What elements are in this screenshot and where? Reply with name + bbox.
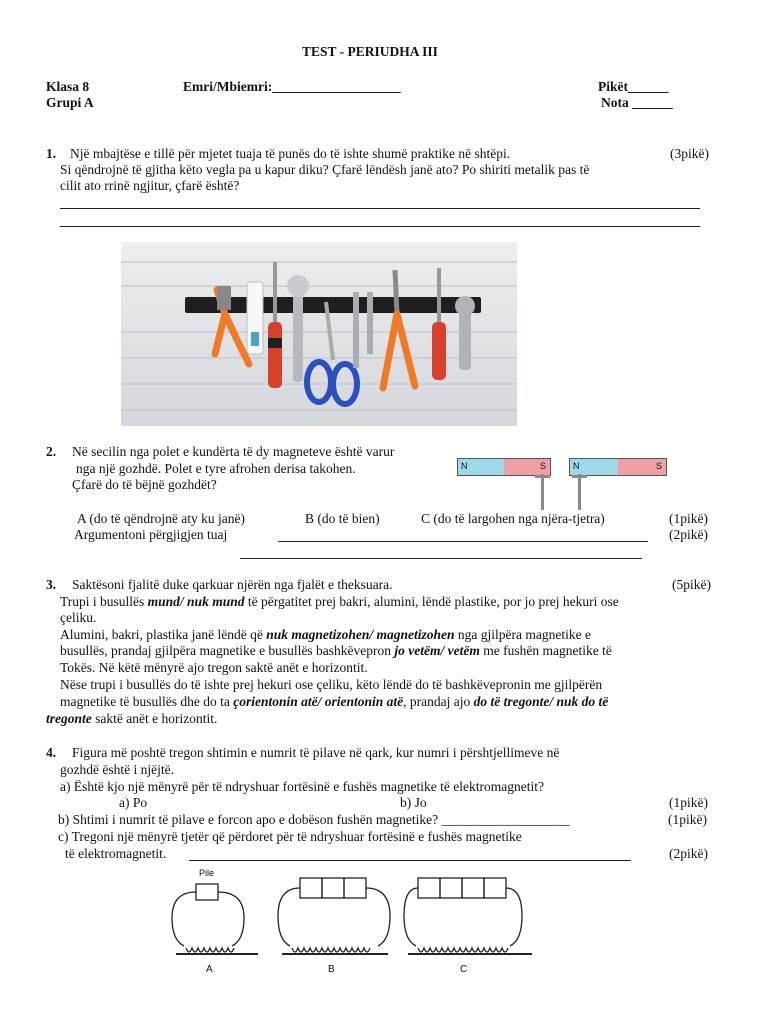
q3-points: (5pikë) — [672, 577, 711, 592]
q4-a-option-po[interactable]: a) Po — [119, 795, 148, 810]
q2-number: 2. — [46, 444, 57, 459]
q4-b-points: (1pikë) — [668, 812, 707, 827]
q4-a: a) Është kjo një mënyrë për të ndryshuar fortësinë e fushës magnetike të elektromagnetit? — [60, 779, 544, 794]
grupi-label: Grupi A — [46, 95, 94, 110]
q3-number: 3. — [46, 577, 57, 592]
q3-text: , prandaj ajo — [403, 694, 474, 709]
q4-line2: gozhdë është i njëjtë. — [60, 762, 174, 777]
magnet-right-s-label: S — [656, 461, 663, 471]
q3-line-8 — [46, 711, 217, 727]
nail-left — [541, 474, 544, 510]
q4-c1: c) Tregoni një mënyrë tjetër që përdoret për të ndryshuar fortësinë e fushës magnetike — [58, 829, 522, 844]
q1-answer-line-1[interactable] — [60, 208, 700, 209]
figure-c-label: C — [460, 964, 468, 975]
q4-c-points: (2pikë) — [669, 846, 708, 861]
q1-line1: Një mbajtëse e tillë për mjetet tuaja të punës do të ishte shumë praktike në shtëpi. — [70, 146, 511, 161]
q3-choice-3[interactable]: jo vetëm/ vetëm — [394, 643, 480, 658]
q2-argument-label: Argumentoni përgjigjen tuaj — [74, 527, 228, 542]
name-field[interactable]: Emri/Mbiemri:___________________ — [183, 79, 401, 94]
q2-option-b[interactable]: B (do të bien) — [305, 511, 380, 526]
q1-number: 1. — [46, 146, 57, 161]
q3-text: Alumini, bakri, plastika janë lëndë që — [60, 627, 267, 642]
page-title: TEST - PERIUDHA III — [302, 44, 438, 59]
magnet-left-n-label: N — [461, 461, 468, 471]
points-field[interactable]: Pikët______ — [598, 79, 669, 94]
q3-text: të përgatitet prej bakri, alumini, lëndë plastike, por jo prej hekuri ose — [244, 594, 619, 609]
q3-text: magnetike të busullës dhe do ta — [60, 694, 234, 709]
q2-points-2: (2pikë) — [669, 527, 708, 542]
q3-intro: Saktësoni fjalitë duke qarkuar njërën nga fjalët e theksuara. — [72, 577, 393, 592]
q2-option-a[interactable]: A (do të qëndrojnë aty ku janë) — [77, 511, 245, 526]
q4-number: 4. — [46, 745, 57, 760]
q4-a-option-jo[interactable]: b) Jo — [400, 795, 427, 810]
q3-choice-5[interactable]: do të tregonte/ nuk do të — [473, 694, 609, 709]
nail-left-head — [535, 475, 550, 478]
q3-choice-5-cont[interactable]: tregonte — [46, 711, 92, 726]
q1-line2: Si qëndrojnë të gjitha këto vegla pa u kapur diku? Çfarë lëndësh janë ato? Po shiriti metalik pas të — [60, 162, 590, 177]
q3-text: nga gjilpëra magnetike e — [454, 627, 591, 642]
q3-sentence-1 — [60, 594, 619, 610]
q3-line-2: çeliku. — [60, 610, 97, 625]
q3-text: busullës, prandaj gjilpëra magnetike e busullës bashkëvepron — [60, 643, 395, 658]
q1-answer-line-2[interactable] — [60, 226, 700, 227]
q2-points-1: (1pikë) — [669, 511, 708, 526]
figure-a-label: A — [206, 964, 213, 975]
q4-a-points: (1pikë) — [669, 795, 708, 810]
q3-sentence-4 — [60, 694, 608, 710]
q3-text: Trupi i busullës — [60, 594, 148, 609]
magnet-left — [457, 458, 551, 476]
electromagnet-figures — [160, 866, 550, 978]
figure-b-label: B — [328, 964, 335, 975]
tool-rack-photo — [121, 242, 517, 426]
grade-field[interactable]: Nota ______ — [601, 95, 673, 110]
q3-text: saktë anët e horizontit. — [91, 711, 218, 726]
q4-b[interactable]: b) Shtimi i numrit të pilave e forcon apo e dobëson fushën magnetike? ___________________ — [58, 812, 570, 827]
q2-line1: Në secilin nga polet e kundërta të dy magneteve është varur — [72, 444, 395, 459]
q3-line-5: Tokës. Në këtë mënyrë ajo tregon saktë anët e horizontit. — [60, 660, 368, 675]
q2-line2: nga një gozhdë. Polet e tyre afrohen derisa takohen. — [76, 461, 356, 476]
q3-choice-2[interactable]: nuk magnetizohen/ magnetizohen — [266, 627, 455, 642]
q2-option-c[interactable]: C (do të largohen nga njëra-tjetra) — [421, 511, 605, 526]
q3-text: me fushën magnetike të — [479, 643, 612, 658]
q2-answer-line-1[interactable] — [278, 541, 648, 542]
nail-right — [578, 474, 581, 510]
q1-line3: cilit ato rrinë ngjitur, çfarë është? — [60, 178, 240, 193]
q4-line1: Figura më poshtë tregon shtimin e numrit të pilave në qark, kur numri i përshtjellimeve në — [72, 745, 560, 760]
q3-choice-4[interactable]: çorientonin atë/ orientonin atë — [233, 694, 404, 709]
q2-answer-line-2[interactable] — [240, 558, 642, 559]
q4-c2: të elektromagnetit. — [65, 846, 167, 861]
q3-line-6: Nëse trupi i busullës do të ishte prej hekuri ose çeliku, këto lëndë do të bashkëvepronin me gjilpërën — [60, 677, 603, 692]
q3-choice-1[interactable]: mund/ nuk mund — [147, 594, 245, 609]
magnet-right-n-label: N — [573, 461, 580, 471]
pile-label: Pile — [199, 868, 215, 878]
magnet-left-s-label: S — [540, 461, 547, 471]
q4-c-answer-line[interactable] — [189, 860, 631, 861]
q3-sentence-2 — [60, 627, 591, 643]
magnet-right — [569, 458, 667, 476]
nail-right-head — [572, 475, 587, 478]
q1-points: (3pikë) — [670, 146, 709, 161]
klasa-label: Klasa 8 — [46, 79, 90, 94]
q3-sentence-3 — [60, 643, 612, 659]
q2-line3: Çfarë do të bëjnë gozhdët? — [72, 477, 217, 492]
